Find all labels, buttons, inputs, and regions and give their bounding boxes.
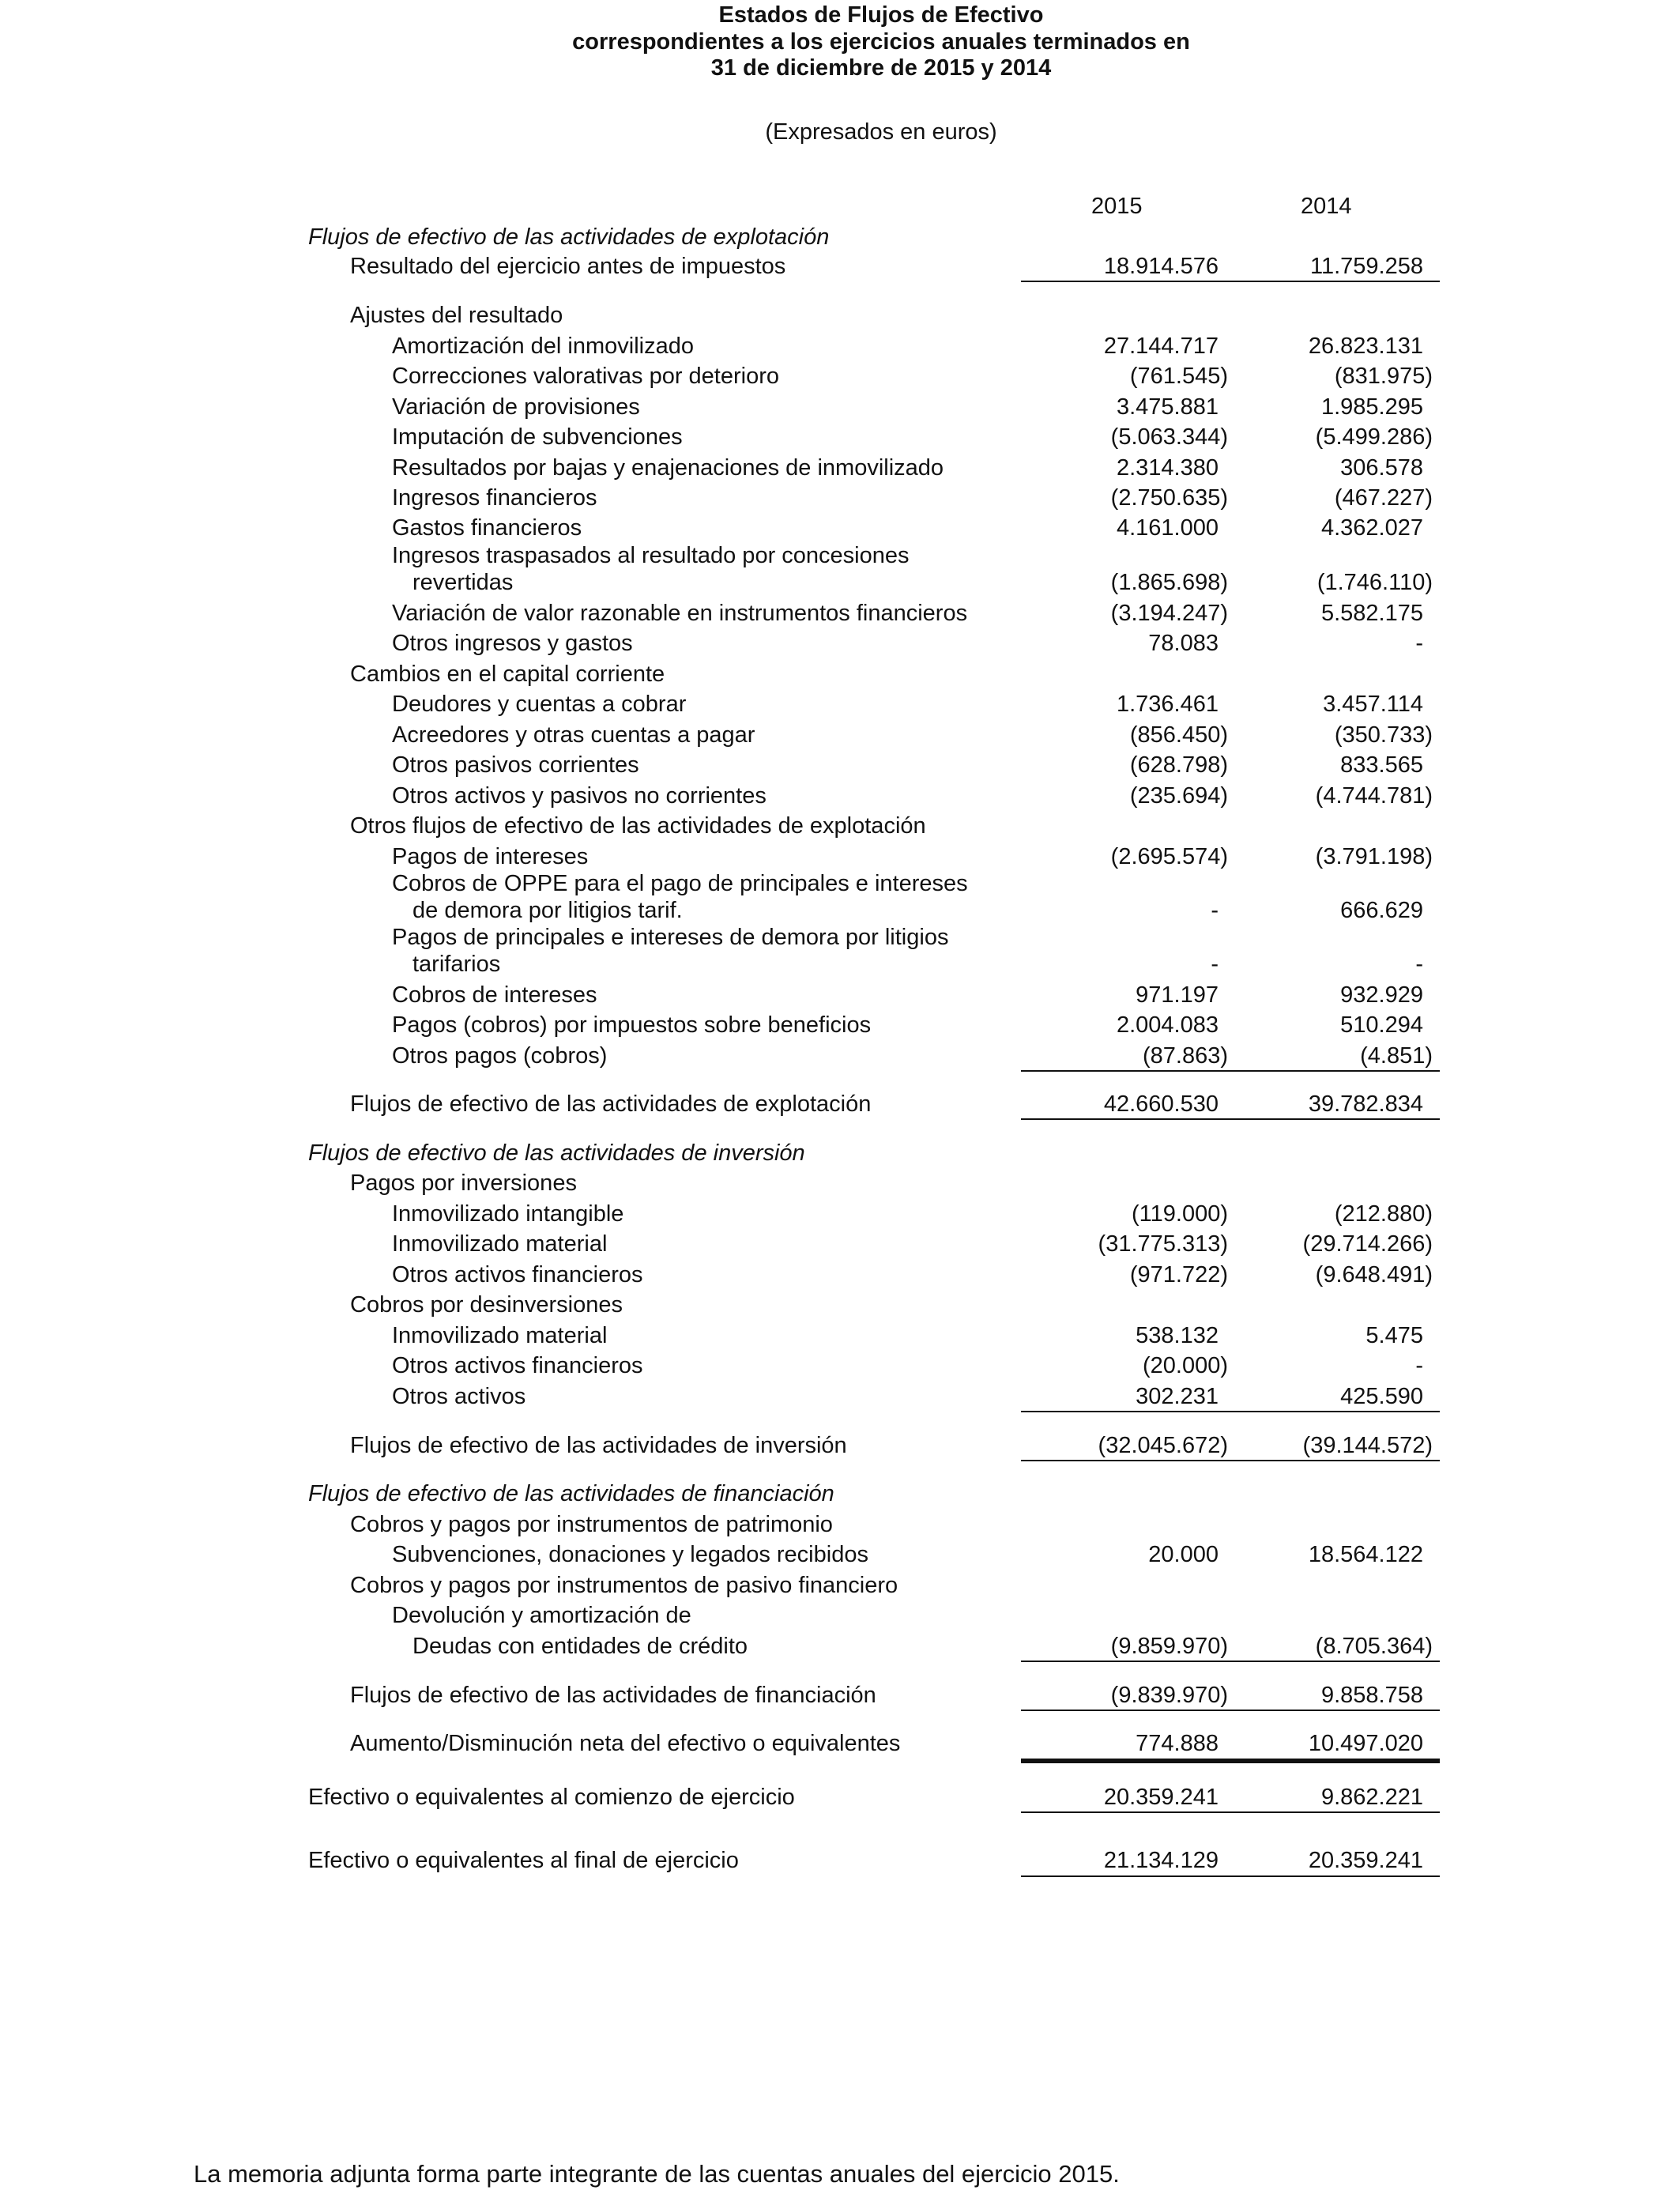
row-label: Ingresos financieros <box>392 485 597 511</box>
value-2014: 5.475 <box>1365 1323 1423 1348</box>
value-2015: 27.144.717 <box>1103 334 1219 359</box>
table-row <box>0 1260 1680 1290</box>
value-2014: - <box>1415 952 1423 977</box>
table-row <box>0 842 1680 872</box>
value-2015: 302.231 <box>1136 1384 1219 1409</box>
value-2014: 9.858.758 <box>1320 1683 1423 1708</box>
row-label: Pagos de intereses <box>392 844 589 869</box>
table-row <box>0 567 1680 598</box>
value-2014: (4.744.781) <box>1315 783 1433 809</box>
value-2015: (9.839.970) <box>1110 1683 1228 1708</box>
row-label: Imputación de subvenciones <box>392 424 683 450</box>
value-2015: (20.000) <box>1142 1353 1228 1378</box>
row-label: Otros activos financieros <box>392 1262 643 1287</box>
total-row-final <box>0 1845 1680 1875</box>
value-2014: 666.629 <box>1340 898 1423 923</box>
row-label: Resultado del ejercicio antes de impuestos <box>350 254 786 279</box>
row-label: Pagos por inversiones <box>350 1171 577 1196</box>
table-row <box>0 1631 1680 1661</box>
column-header-2015: 2015 <box>1091 194 1143 219</box>
table-row <box>0 1199 1680 1229</box>
table-row <box>0 895 1680 925</box>
value-2015: 971.197 <box>1136 982 1219 1008</box>
value-2014: 5.582.175 <box>1320 601 1423 626</box>
value-2015: 42.660.530 <box>1103 1091 1219 1117</box>
section-heading-explotacion <box>0 222 1680 252</box>
subsection-heading <box>0 659 1680 689</box>
total-row-comienzo <box>0 1782 1680 1812</box>
row-label-continued: de demora por litigios tarif. <box>412 898 683 923</box>
value-2014: 932.929 <box>1340 982 1423 1008</box>
value-2014: 425.590 <box>1340 1384 1423 1409</box>
value-2014: (467.227) <box>1334 485 1433 511</box>
row-label: Aumento/Disminución neta del efectivo o equivalentes <box>350 1731 901 1756</box>
value-2014: 9.862.221 <box>1320 1785 1423 1810</box>
value-2014: 20.359.241 <box>1308 1848 1423 1873</box>
value-2014: 18.564.122 <box>1308 1542 1423 1567</box>
row-label: Resultados por bajas y enajenaciones de inmovilizado <box>392 455 944 481</box>
subsection-heading <box>0 300 1680 330</box>
row-label: Flujos de efectivo de las actividades de financiación <box>350 1683 876 1708</box>
row-label: Otros ingresos y gastos <box>392 631 633 656</box>
footer-note: La memoria adjunta forma parte integrante de las cuentas anuales del ejercicio 2015. <box>194 2160 1120 2188</box>
value-2014: (8.705.364) <box>1315 1634 1433 1659</box>
row-label: Flujos de efectivo de las actividades de inversión <box>350 1433 847 1458</box>
rule-line <box>1021 1070 1440 1072</box>
value-2015: 78.083 <box>1148 631 1219 656</box>
value-2015: (971.722) <box>1129 1262 1228 1287</box>
value-2014: 510.294 <box>1340 1012 1423 1038</box>
table-row <box>0 331 1680 361</box>
value-2014: - <box>1415 631 1423 656</box>
row-label: Correcciones valorativas por deterioro <box>392 364 779 389</box>
table-row <box>0 949 1680 979</box>
value-2014: 3.457.114 <box>1323 692 1423 717</box>
table-row <box>0 1321 1680 1351</box>
section-heading-label: Flujos de efectivo de las actividades de financiación <box>308 1481 834 1506</box>
row-label: Deudores y cuentas a cobrar <box>392 692 687 717</box>
column-header-2014: 2014 <box>1301 194 1352 219</box>
total-row-aumento <box>0 1728 1680 1759</box>
rule-line <box>1021 1118 1440 1120</box>
value-2014: (5.499.286) <box>1315 424 1433 450</box>
table-row <box>0 392 1680 422</box>
statement-title-line1: Estados de Flujos de Efectivo <box>718 2 1044 28</box>
table-row <box>0 1351 1680 1381</box>
value-2015: 774.888 <box>1136 1731 1219 1756</box>
table-row <box>0 1540 1680 1570</box>
statement-title-line2: correspondientes a los ejercicios anuales terminados en <box>572 29 1190 55</box>
row-label: Otros pasivos corrientes <box>392 752 639 778</box>
value-2015: (31.775.313) <box>1098 1231 1228 1257</box>
table-row <box>0 1229 1680 1259</box>
value-2015: 4.161.000 <box>1116 515 1219 541</box>
value-2014: 26.823.131 <box>1308 334 1423 359</box>
table-row <box>0 869 1680 899</box>
rule-line <box>1021 1811 1440 1813</box>
table-row <box>0 781 1680 811</box>
row-label-continued: tarifarios <box>412 952 501 977</box>
row-label: Subvenciones, donaciones y legados recibidos <box>392 1542 868 1567</box>
row-label: Variación de provisiones <box>392 394 640 420</box>
row-label: Efectivo o equivalentes al comienzo de ejercicio <box>308 1785 795 1810</box>
table-row <box>0 1382 1680 1412</box>
table-row <box>0 628 1680 658</box>
value-2015: 20.359.241 <box>1103 1785 1219 1810</box>
subsection-heading <box>0 1510 1680 1540</box>
rule-line <box>1021 281 1440 282</box>
table-row <box>0 251 1680 281</box>
table-row <box>0 750 1680 780</box>
value-2014: (3.791.198) <box>1315 844 1433 869</box>
total-row-financiacion <box>0 1680 1680 1710</box>
value-2014: 1.985.295 <box>1320 394 1423 420</box>
value-2014: 39.782.834 <box>1308 1091 1423 1117</box>
value-2015: (856.450) <box>1129 722 1228 748</box>
row-label: Inmovilizado material <box>392 1323 608 1348</box>
value-2015: (1.865.698) <box>1110 570 1228 595</box>
table-row <box>0 361 1680 391</box>
value-2015: - <box>1211 898 1219 923</box>
row-label: Otros activos y pasivos no corrientes <box>392 783 767 809</box>
row-label: Inmovilizado material <box>392 1231 608 1257</box>
value-2015: - <box>1211 952 1219 977</box>
currency-note: (Expresados en euros) <box>765 119 997 145</box>
rule-line <box>1021 1460 1440 1461</box>
row-label: Pagos de principales e intereses de demora por litigios <box>392 925 949 950</box>
subsection-heading <box>0 1168 1680 1198</box>
value-2015: (9.859.970) <box>1110 1634 1228 1659</box>
row-label: Amortización del inmovilizado <box>392 334 694 359</box>
value-2015: (2.695.574) <box>1110 844 1228 869</box>
row-label: Cambios en el capital corriente <box>350 662 665 687</box>
table-row <box>0 922 1680 952</box>
row-label-continued: revertidas <box>412 570 514 595</box>
row-label: Otros flujos de efectivo de las actividades de explotación <box>350 813 926 839</box>
row-label: Pagos (cobros) por impuestos sobre beneficios <box>392 1012 872 1038</box>
double-rule-line <box>1021 1759 1440 1763</box>
value-2014: (29.714.266) <box>1302 1231 1433 1257</box>
value-2014: (9.648.491) <box>1315 1262 1433 1287</box>
value-2014: 10.497.020 <box>1308 1731 1423 1756</box>
table-row <box>0 513 1680 543</box>
value-2015: (119.000) <box>1132 1201 1228 1227</box>
value-2014: 4.362.027 <box>1320 515 1423 541</box>
value-2015: 18.914.576 <box>1103 254 1219 279</box>
value-2015: 2.314.380 <box>1116 455 1219 481</box>
value-2014: (212.880) <box>1334 1201 1433 1227</box>
section-heading-label: Flujos de efectivo de las actividades de explotación <box>308 224 830 250</box>
subsection-heading <box>0 1600 1680 1630</box>
total-row-inversion <box>0 1431 1680 1461</box>
row-label: Inmovilizado intangible <box>392 1201 624 1227</box>
value-2014: 11.759.258 <box>1310 254 1423 279</box>
table-row <box>0 980 1680 1010</box>
value-2015: 3.475.881 <box>1116 394 1219 420</box>
section-heading-label: Flujos de efectivo de las actividades de inversión <box>308 1140 805 1166</box>
table-row <box>0 1010 1680 1040</box>
table-row <box>0 541 1680 571</box>
rule-line <box>1021 1411 1440 1412</box>
subsection-heading <box>0 1570 1680 1600</box>
subsection-heading <box>0 1290 1680 1320</box>
row-label: Cobros y pagos por instrumentos de pasivo financiero <box>350 1573 898 1598</box>
rule-line <box>1021 1710 1440 1711</box>
value-2015: (2.750.635) <box>1110 485 1228 511</box>
value-2014: - <box>1415 1353 1423 1378</box>
row-label: Otros pagos (cobros) <box>392 1043 608 1069</box>
value-2014: (350.733) <box>1334 722 1433 748</box>
value-2015: 538.132 <box>1136 1323 1219 1348</box>
row-label: Ajustes del resultado <box>350 303 563 328</box>
section-heading-financiacion <box>0 1479 1680 1509</box>
row-label: Deudas con entidades de crédito <box>412 1634 748 1659</box>
table-row <box>0 483 1680 513</box>
row-label: Cobros por desinversiones <box>350 1292 623 1318</box>
value-2014: (831.975) <box>1334 364 1433 389</box>
row-label: Cobros y pagos por instrumentos de patrimonio <box>350 1512 833 1537</box>
row-label: Variación de valor razonable en instrumentos financieros <box>392 601 968 626</box>
value-2014: 833.565 <box>1340 752 1423 778</box>
row-label: Devolución y amortización de <box>392 1603 691 1628</box>
value-2015: (5.063.344) <box>1110 424 1228 450</box>
subsection-heading <box>0 811 1680 841</box>
row-label: Ingresos traspasados al resultado por concesiones <box>392 543 910 568</box>
table-row <box>0 422 1680 452</box>
rule-line <box>1021 1875 1440 1877</box>
value-2014: (4.851) <box>1360 1043 1433 1069</box>
table-row <box>0 598 1680 628</box>
value-2014: (39.144.572) <box>1302 1433 1433 1458</box>
row-label: Cobros de OPPE para el pago de principales e intereses <box>392 871 968 896</box>
value-2014: 306.578 <box>1340 455 1423 481</box>
rule-line <box>1021 1661 1440 1662</box>
value-2015: 20.000 <box>1148 1542 1219 1567</box>
table-row <box>0 720 1680 750</box>
value-2015: 1.736.461 <box>1116 692 1219 717</box>
value-2015: 2.004.083 <box>1116 1012 1219 1038</box>
value-2014: (1.746.110) <box>1317 570 1433 595</box>
value-2015: (761.545) <box>1129 364 1228 389</box>
value-2015: 21.134.129 <box>1103 1848 1219 1873</box>
statement-title-line3: 31 de diciembre de 2015 y 2014 <box>710 55 1052 81</box>
value-2015: (87.863) <box>1142 1043 1228 1069</box>
value-2015: (628.798) <box>1129 752 1228 778</box>
row-label: Otros activos <box>392 1384 526 1409</box>
total-row-explotacion <box>0 1089 1680 1119</box>
row-label: Cobros de intereses <box>392 982 597 1008</box>
value-2015: (3.194.247) <box>1110 601 1228 626</box>
value-2015: (235.694) <box>1129 783 1228 809</box>
section-heading-inversion <box>0 1138 1680 1168</box>
table-row <box>0 1041 1680 1071</box>
value-2015: (32.045.672) <box>1098 1433 1228 1458</box>
row-label: Efectivo o equivalentes al final de ejercicio <box>308 1848 739 1873</box>
row-label: Gastos financieros <box>392 515 582 541</box>
row-label: Acreedores y otras cuentas a pagar <box>392 722 755 748</box>
row-label: Flujos de efectivo de las actividades de explotación <box>350 1091 872 1117</box>
table-row <box>0 453 1680 483</box>
table-row <box>0 689 1680 719</box>
row-label: Otros activos financieros <box>392 1353 643 1378</box>
